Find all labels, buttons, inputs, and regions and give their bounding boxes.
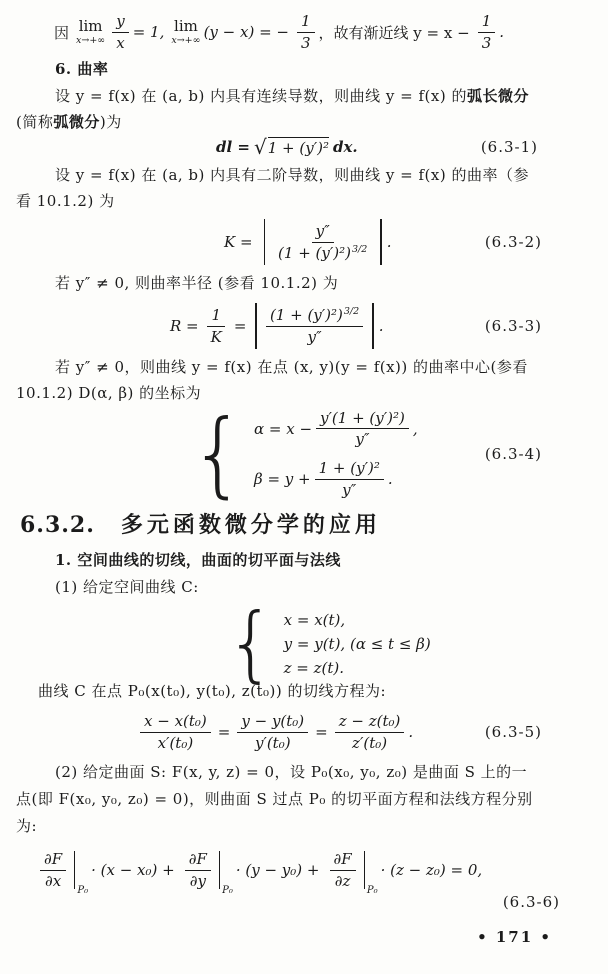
radius-paragraph: 若 y″ ≠ 0, 则曲率半径 (参看 10.1.2) 为 (55, 274, 339, 292)
numerator-base: (1 + (y′)²) (269, 305, 343, 324)
one-over-K-fraction (207, 306, 226, 347)
numerator: 1 + (y′)² (315, 459, 384, 480)
equation-6-3-2 (18, 214, 590, 270)
denominator: x (116, 33, 125, 52)
eq3-lhs: R = (170, 317, 199, 335)
equation-label: (6.3-1) (480, 138, 538, 156)
numerator: x − x(t₀) (140, 712, 211, 733)
section-number: 6.3.2. (20, 512, 95, 538)
eq5-equals: = (315, 723, 328, 741)
center-coordinates-system (254, 409, 418, 500)
y-equation: y = y(t), (α ≤ t ≤ β) (283, 635, 431, 653)
numerator (266, 306, 363, 327)
term-rest: · (x − x₀) + (91, 861, 175, 879)
eq1-radicand: 1 + (y′)² (267, 139, 329, 157)
partial-fraction (40, 850, 66, 891)
numerator-exponent: 3/2 (343, 305, 360, 317)
alpha-lhs: α = x − (254, 419, 313, 438)
numerator: ∂F (330, 850, 356, 871)
radius-fraction (266, 306, 363, 347)
arc-bold-term: 弧微分 (53, 113, 100, 131)
section-6-3-2-heading (20, 508, 381, 539)
numerator: y − y(t₀) (237, 712, 308, 733)
abs-bar-left (264, 219, 266, 265)
item-1-heading: (1) 给定空间曲线 C: (55, 578, 199, 596)
equation-label: (6.3-3) (484, 317, 542, 335)
z-fraction (335, 712, 405, 753)
subsection-1-heading: 1. 空间曲线的切线，曲面的切平面与法线 (55, 551, 341, 569)
beta-lhs: β = y + (254, 470, 311, 489)
curvature-paragraph-line-1: 设 y = f(x) 在 (a, b) 内具有二阶导数，则曲线 y = f(x) 的曲率（参 (55, 166, 529, 184)
equation-label: (6.3-2) (484, 233, 542, 251)
parametric-equations (284, 611, 431, 677)
denominator: K (210, 327, 222, 346)
surface-paragraph-line-2: 点(即 F(x₀, y₀, z₀) = 0)，则曲面 S 过点 P₀ 的切平面方程和法线方程分别 (16, 790, 533, 808)
equation-label: (6.3-4) (484, 445, 542, 463)
limit-operator: lim (78, 16, 103, 35)
system-brace: { (226, 596, 276, 692)
beta-line (254, 459, 393, 500)
surface-paragraph-line-1: (2) 给定曲面 S: F(x, y, z) = 0，设 P₀(x₀, y₀, z₀) 是曲面 S 上的一 (55, 763, 528, 781)
denominator-exponent: 3/2 (352, 243, 368, 255)
denominator: ∂y (189, 871, 206, 890)
numerator: ∂F (185, 850, 211, 871)
z-equation: z = z(t). (283, 659, 345, 677)
limit-subscript: x→+∞ (171, 34, 201, 46)
system-brace: { (190, 398, 246, 508)
numerator: y (112, 12, 128, 33)
eq3-end: . (378, 317, 384, 335)
fraction-one-third (297, 12, 315, 53)
partial-z-term (326, 849, 483, 897)
intro-mid2: (y − x) = − (203, 23, 289, 41)
denominator-base: (1 + (y′)²) (278, 243, 351, 262)
x-fraction (140, 712, 211, 753)
section-title: 多元函数微分学的应用 (120, 513, 381, 538)
equation-6-3-5 (18, 706, 590, 758)
abs-bar-right (372, 303, 374, 349)
center-paragraph-line-2: 10.1.2) D(α, β) 的坐标为 (16, 384, 202, 402)
page-number: • 171 • (477, 928, 552, 946)
beta-fraction (315, 459, 384, 500)
curvature-fraction (274, 222, 371, 263)
eq2-lhs: K = (224, 233, 253, 251)
partial-y-term (181, 849, 320, 897)
evaluation-point: P₀ (222, 885, 233, 897)
evaluated-at-bar (219, 851, 220, 889)
curvature-paragraph-line-2: 看 10.1.2) 为 (16, 192, 115, 210)
center-paragraph-line-1: 若 y″ ≠ 0，则曲线 y = f(x) 在点 (x, y)(y = f(x)) 的曲率中心(参看 (55, 358, 528, 376)
arc-text: 设 y = f(x) 在 (a, b) 内具有连续导数，则曲线 y = f(x) 的 (55, 87, 467, 105)
x-equation: x = x(t), (283, 611, 346, 629)
equation-6-3-6 (18, 844, 590, 896)
eq1-lhs: dl = (216, 138, 250, 156)
partial-fraction (185, 850, 211, 891)
term-rest: · (y − y₀) + (235, 861, 320, 879)
numerator: 1 (478, 12, 496, 33)
intro-end: . (499, 23, 505, 41)
numerator: 1 (207, 306, 225, 327)
fraction-y-over-x (112, 12, 128, 53)
beta-end: . (387, 470, 393, 489)
denominator: 3 (300, 33, 311, 52)
limit-2 (171, 16, 201, 46)
arc-paragraph-line-1 (55, 87, 529, 107)
asymptote-line (18, 10, 590, 54)
surface-paragraph-line-3: 为: (16, 817, 38, 835)
tangent-paragraph: 曲线 C 在点 P₀(x(t₀), y(t₀), z(t₀)) 的切线方程为: (38, 682, 387, 700)
limit-1 (76, 16, 106, 46)
denominator (274, 243, 371, 263)
denominator: z′(t₀) (352, 733, 388, 752)
partial-x-term (36, 849, 175, 897)
intro-prefix: 因 (54, 23, 70, 42)
denominator: y″ (342, 480, 357, 499)
denominator: ∂z (334, 871, 351, 890)
eq5-equals: = (217, 723, 231, 741)
equation-6-3-3 (18, 298, 590, 354)
intro-mid3: ，故有渐近线 y = x − (318, 23, 470, 42)
partial-fraction (330, 850, 356, 891)
term-rest: · (z − z₀) = 0, (380, 861, 483, 879)
denominator: y′(t₀) (254, 733, 291, 752)
alpha-line (254, 409, 418, 450)
denominator: ∂x (44, 871, 62, 890)
radical-sign: √ (253, 135, 267, 159)
evaluated-at-bar (364, 851, 365, 889)
alpha-fraction (316, 409, 409, 450)
y-fraction (237, 712, 308, 753)
denominator: y″ (355, 430, 370, 449)
eq3-equals: = (233, 317, 247, 335)
arc-text: )为 (99, 113, 122, 131)
arc-bold-term: 弧长微分 (466, 87, 529, 105)
denominator: x′(t₀) (157, 733, 194, 752)
intro-mid1: = 1, (132, 23, 165, 41)
denominator: 3 (481, 33, 492, 52)
numerator: y′(1 + (y′)²) (316, 409, 409, 430)
evaluation-point: P₀ (366, 885, 378, 897)
numerator: y″ (312, 222, 334, 243)
eq2-end: . (386, 233, 392, 251)
evaluated-at-bar (74, 851, 75, 889)
numerator: z − z(t₀) (335, 712, 405, 733)
abs-bar-right (380, 219, 382, 265)
alpha-end: , (412, 419, 418, 438)
eq1-rhs: dx. (332, 138, 358, 156)
equation-label: (6.3-6) (502, 893, 560, 911)
limit-subscript: x→+∞ (76, 34, 106, 46)
equation-6-3-4 (18, 398, 590, 508)
eq5-end: . (408, 723, 414, 741)
limit-operator: lim (174, 16, 198, 35)
evaluation-point: P₀ (77, 885, 89, 897)
equation-label: (6.3-5) (484, 723, 542, 741)
equation-6-3-1 (18, 130, 590, 164)
numerator: ∂F (40, 850, 66, 871)
denominator: y″ (307, 327, 322, 346)
fraction-one-third (478, 12, 496, 53)
section-6-heading: 6. 曲率 (55, 60, 109, 78)
arc-text: (简称 (16, 113, 54, 131)
numerator: 1 (297, 12, 315, 33)
abs-bar-left (255, 303, 257, 349)
